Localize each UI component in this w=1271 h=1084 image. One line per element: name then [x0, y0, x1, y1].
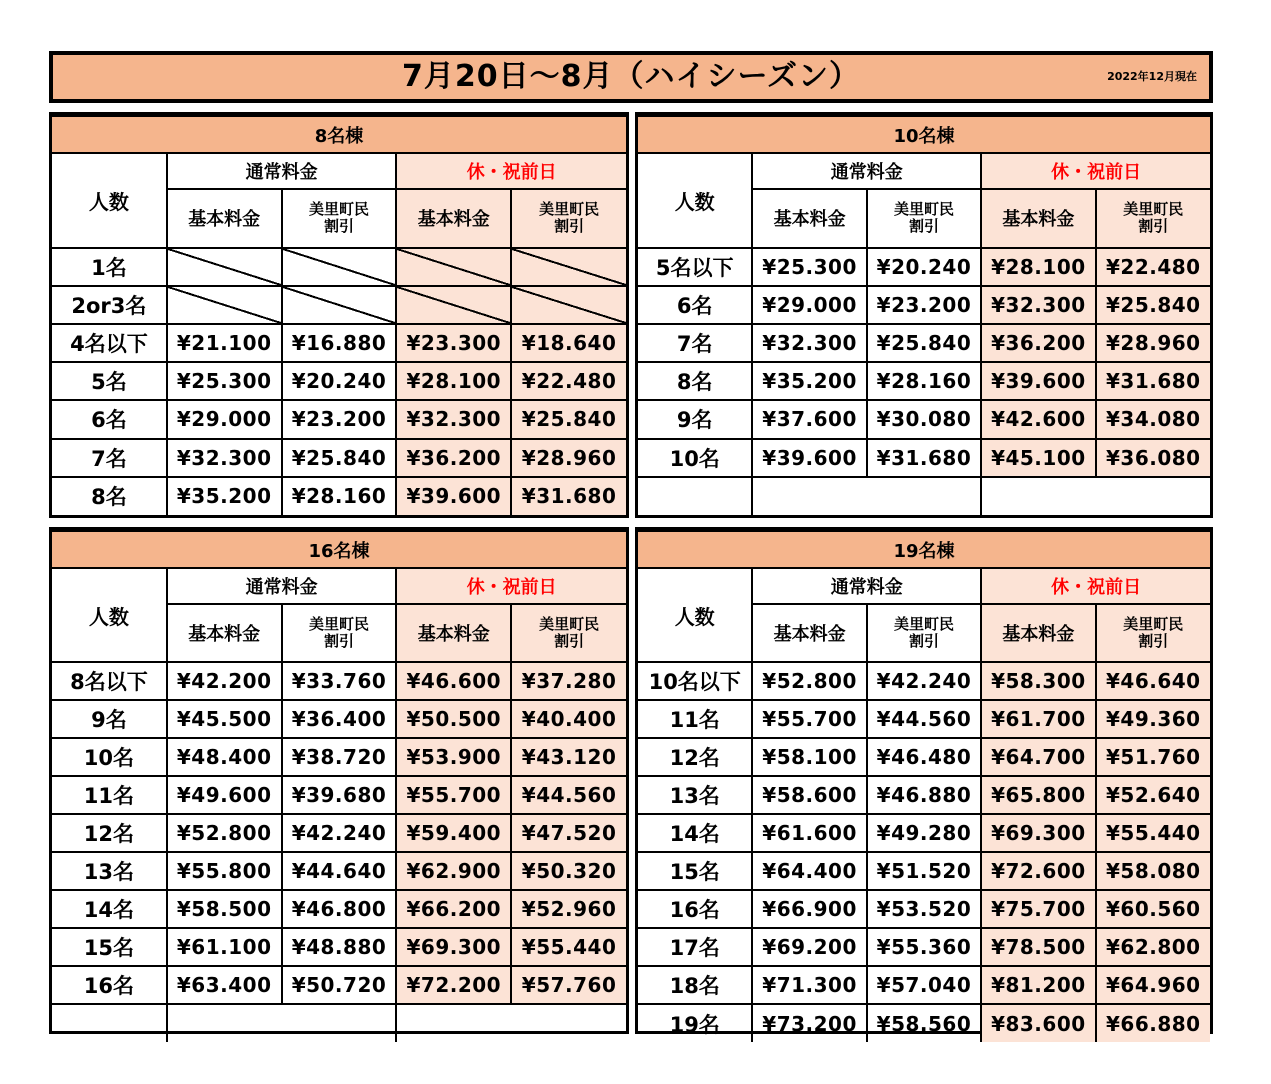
holiday-base-price: ¥75.700: [981, 890, 1095, 928]
table-row: [52, 890, 626, 928]
header-normal-discount: [282, 604, 397, 662]
normal-discount-price: ¥39.680: [282, 776, 397, 814]
table-row: [52, 814, 626, 852]
blank-cell: [638, 477, 752, 515]
normal-discount-price: ¥38.720: [282, 738, 397, 776]
table-row: [638, 966, 1210, 1004]
panel-19-person-cabin: [635, 527, 1213, 1037]
guest-count: 4名以下: [52, 324, 167, 362]
table-row: [52, 662, 626, 700]
holiday-base-price: ¥61.700: [981, 700, 1095, 738]
normal-discount-price: ¥16.880: [282, 324, 397, 362]
holiday-discount-price: ¥22.480: [1096, 248, 1210, 286]
holiday-discount-price: ¥43.120: [511, 738, 626, 776]
holiday-base-price: ¥69.300: [981, 814, 1095, 852]
normal-base-price: ¥58.600: [752, 776, 866, 814]
normal-discount-price: ¥53.520: [867, 890, 981, 928]
holiday-discount-price: ¥31.680: [511, 477, 626, 515]
table-row: [52, 248, 626, 286]
table-row: [52, 776, 626, 814]
table-row: [638, 852, 1210, 890]
blank-cell: [752, 477, 981, 515]
discount-label-line2: 割引: [323, 632, 354, 650]
guest-count: 15名: [638, 852, 752, 890]
rate-table: [52, 115, 626, 515]
guest-count: 2or3名: [52, 286, 167, 324]
guest-count: 6名: [52, 400, 167, 438]
holiday-discount-price: ¥55.440: [511, 928, 626, 966]
discount-label-line1: 美里町民: [308, 615, 369, 633]
normal-discount-price: ¥55.360: [867, 928, 981, 966]
guest-count: 13名: [638, 776, 752, 814]
holiday-discount-price: ¥66.880: [1096, 1004, 1210, 1042]
normal-discount-price: ¥58.560: [867, 1004, 981, 1042]
normal-base-price: ¥35.200: [167, 477, 282, 515]
guest-count: 5名以下: [638, 248, 752, 286]
guest-count: 8名: [638, 362, 752, 400]
normal-base-price: ¥32.300: [167, 439, 282, 477]
normal-discount-price: ¥20.240: [867, 248, 981, 286]
guest-count: 10名: [638, 439, 752, 477]
header-holiday-discount: [511, 189, 626, 247]
normal-discount-price: ¥49.280: [867, 814, 981, 852]
normal-discount-price: ¥42.240: [867, 662, 981, 700]
normal-base-price: ¥49.600: [167, 776, 282, 814]
normal-discount-price: ¥25.840: [867, 324, 981, 362]
normal-base-price: ¥29.000: [752, 286, 866, 324]
normal-discount-price: ¥42.240: [282, 814, 397, 852]
holiday-base-price: ¥69.300: [396, 928, 511, 966]
table-row: [638, 738, 1210, 776]
holiday-discount-price: ¥28.960: [1096, 324, 1210, 362]
normal-base-price: ¥73.200: [752, 1004, 866, 1042]
holiday-discount-price: ¥18.640: [511, 324, 626, 362]
table-row: [638, 928, 1210, 966]
rate-table: [638, 115, 1210, 515]
normal-base-price: ¥61.600: [752, 814, 866, 852]
holiday-base-price: [396, 286, 511, 324]
table-row: [638, 890, 1210, 928]
normal-discount-price: ¥46.880: [867, 776, 981, 814]
normal-base-price: ¥21.100: [167, 324, 282, 362]
normal-discount-price: ¥28.160: [282, 477, 397, 515]
holiday-base-price: ¥36.200: [396, 439, 511, 477]
holiday-discount-price: ¥57.760: [511, 966, 626, 1004]
page-banner: [49, 51, 1213, 103]
normal-base-price: ¥55.700: [752, 700, 866, 738]
header-holiday-rate: 休・祝前日: [396, 568, 626, 604]
normal-discount-price: ¥23.200: [282, 400, 397, 438]
table-row: [52, 362, 626, 400]
normal-base-price: ¥37.600: [752, 400, 866, 438]
normal-base-price: ¥25.300: [167, 362, 282, 400]
holiday-base-price: ¥28.100: [396, 362, 511, 400]
guest-count: 9名: [638, 400, 752, 438]
holiday-discount-price: [511, 248, 626, 286]
header-normal-base: 基本料金: [167, 189, 282, 247]
normal-discount-price: ¥20.240: [282, 362, 397, 400]
normal-base-price: ¥63.400: [167, 966, 282, 1004]
panel-8-person-cabin: [49, 112, 629, 518]
header-ninzu: 人数: [52, 153, 167, 247]
normal-discount-price: ¥23.200: [867, 286, 981, 324]
holiday-base-price: ¥28.100: [981, 248, 1095, 286]
header-holiday-rate: 休・祝前日: [981, 153, 1210, 189]
holiday-base-price: ¥72.200: [396, 966, 511, 1004]
normal-discount-price: ¥36.400: [282, 700, 397, 738]
header-holiday-base: 基本料金: [981, 604, 1095, 662]
normal-base-price: ¥66.900: [752, 890, 866, 928]
table-row: [52, 286, 626, 324]
normal-discount-price: ¥28.160: [867, 362, 981, 400]
normal-discount-price: ¥48.880: [282, 928, 397, 966]
header-normal-rate: 通常料金: [167, 153, 397, 189]
table-row: [638, 324, 1210, 362]
normal-discount-price: [282, 248, 397, 286]
holiday-discount-price: ¥51.760: [1096, 738, 1210, 776]
holiday-discount-price: ¥28.960: [511, 439, 626, 477]
holiday-discount-price: ¥40.400: [511, 700, 626, 738]
guest-count: 8名以下: [52, 662, 167, 700]
header-normal-rate: 通常料金: [752, 568, 981, 604]
discount-label-line1: 美里町民: [893, 615, 954, 633]
table-row: [52, 738, 626, 776]
table-row: [638, 439, 1210, 477]
holiday-discount-price: ¥52.640: [1096, 776, 1210, 814]
as-of-date: 2022年12月現在: [1107, 70, 1197, 83]
discount-label-line2: 割引: [1138, 632, 1169, 650]
discount-label-line2: 割引: [323, 217, 354, 236]
header-normal-base: 基本料金: [752, 189, 866, 247]
guest-count: 14名: [52, 890, 167, 928]
rate-table: [52, 530, 626, 1042]
header-normal-discount: [867, 604, 981, 662]
normal-base-price: ¥52.800: [752, 662, 866, 700]
holiday-base-price: [396, 248, 511, 286]
holiday-discount-price: ¥49.360: [1096, 700, 1210, 738]
panel-title: 8名棟: [52, 116, 626, 153]
header-normal-discount: [867, 189, 981, 247]
guest-count: 19名: [638, 1004, 752, 1042]
holiday-base-price: ¥32.300: [396, 400, 511, 438]
table-row: [638, 814, 1210, 852]
header-holiday-base: 基本料金: [396, 604, 511, 662]
holiday-discount-price: ¥46.640: [1096, 662, 1210, 700]
discount-label-line2: 割引: [554, 632, 585, 650]
table-row: [638, 400, 1210, 438]
normal-discount-price: [282, 286, 397, 324]
panel-10-person-cabin: [635, 112, 1213, 518]
holiday-base-price: ¥36.200: [981, 324, 1095, 362]
guest-count: 18名: [638, 966, 752, 1004]
guest-count: 7名: [638, 324, 752, 362]
guest-count: 8名: [52, 477, 167, 515]
rate-table: [638, 530, 1210, 1042]
blank-row: [638, 477, 1210, 515]
header-holiday-discount: [1096, 189, 1210, 247]
normal-base-price: ¥45.500: [167, 700, 282, 738]
discount-label-line1: 美里町民: [539, 200, 600, 219]
header-ninzu: 人数: [638, 153, 752, 247]
panel-title: 10名棟: [638, 116, 1210, 153]
guest-count: 14名: [638, 814, 752, 852]
normal-base-price: ¥58.500: [167, 890, 282, 928]
table-row: [52, 852, 626, 890]
holiday-base-price: ¥53.900: [396, 738, 511, 776]
normal-discount-price: ¥25.840: [282, 439, 397, 477]
guest-count: 13名: [52, 852, 167, 890]
normal-base-price: ¥29.000: [167, 400, 282, 438]
table-row: [638, 776, 1210, 814]
header-ninzu: 人数: [52, 568, 167, 662]
holiday-base-price: ¥50.500: [396, 700, 511, 738]
holiday-base-price: ¥32.300: [981, 286, 1095, 324]
header-holiday-discount: [511, 604, 626, 662]
table-row: [638, 362, 1210, 400]
discount-label-line1: 美里町民: [539, 615, 600, 633]
holiday-base-price: ¥39.600: [396, 477, 511, 515]
header-holiday-base: 基本料金: [981, 189, 1095, 247]
table-row: [52, 700, 626, 738]
guest-count: 12名: [52, 814, 167, 852]
holiday-base-price: ¥72.600: [981, 852, 1095, 890]
normal-base-price: ¥71.300: [752, 966, 866, 1004]
panel-title: 19名棟: [638, 531, 1210, 568]
holiday-base-price: ¥66.200: [396, 890, 511, 928]
normal-base-price: ¥39.600: [752, 439, 866, 477]
table-row: [638, 1004, 1210, 1042]
holiday-base-price: ¥81.200: [981, 966, 1095, 1004]
table-row: [638, 700, 1210, 738]
header-holiday-discount: [1096, 604, 1210, 662]
normal-discount-price: ¥50.720: [282, 966, 397, 1004]
guest-count: 11名: [638, 700, 752, 738]
blank-cell: [52, 1004, 167, 1042]
holiday-base-price: ¥59.400: [396, 814, 511, 852]
guest-count: 16名: [52, 966, 167, 1004]
holiday-discount-price: ¥64.960: [1096, 966, 1210, 1004]
guest-count: 5名: [52, 362, 167, 400]
holiday-base-price: ¥65.800: [981, 776, 1095, 814]
normal-discount-price: ¥44.560: [867, 700, 981, 738]
normal-discount-price: ¥33.760: [282, 662, 397, 700]
blank-cell: [981, 477, 1210, 515]
normal-base-price: ¥69.200: [752, 928, 866, 966]
holiday-discount-price: ¥22.480: [511, 362, 626, 400]
panel-title: 16名棟: [52, 531, 626, 568]
normal-base-price: ¥35.200: [752, 362, 866, 400]
holiday-base-price: ¥62.900: [396, 852, 511, 890]
panel-16-person-cabin: [49, 527, 629, 1034]
table-row: [638, 248, 1210, 286]
guest-count: 16名: [638, 890, 752, 928]
table-row: [52, 477, 626, 515]
holiday-discount-price: ¥47.520: [511, 814, 626, 852]
normal-base-price: ¥32.300: [752, 324, 866, 362]
holiday-discount-price: ¥44.560: [511, 776, 626, 814]
holiday-base-price: ¥55.700: [396, 776, 511, 814]
discount-label-line1: 美里町民: [1123, 615, 1184, 633]
normal-base-price: ¥52.800: [167, 814, 282, 852]
normal-base-price: ¥48.400: [167, 738, 282, 776]
header-holiday-rate: 休・祝前日: [981, 568, 1210, 604]
table-row: [52, 966, 626, 1004]
normal-discount-price: ¥31.680: [867, 439, 981, 477]
guest-count: 1名: [52, 248, 167, 286]
holiday-base-price: ¥42.600: [981, 400, 1095, 438]
holiday-base-price: ¥45.100: [981, 439, 1095, 477]
holiday-base-price: ¥23.300: [396, 324, 511, 362]
blank-cell: [396, 1004, 626, 1042]
normal-discount-price: ¥46.800: [282, 890, 397, 928]
holiday-discount-price: ¥36.080: [1096, 439, 1210, 477]
header-normal-base: 基本料金: [167, 604, 282, 662]
holiday-base-price: ¥78.500: [981, 928, 1095, 966]
guest-count: 6名: [638, 286, 752, 324]
guest-count: 9名: [52, 700, 167, 738]
guest-count: 12名: [638, 738, 752, 776]
table-row: [52, 400, 626, 438]
holiday-base-price: ¥46.600: [396, 662, 511, 700]
holiday-base-price: ¥83.600: [981, 1004, 1095, 1042]
discount-label-line1: 美里町民: [1123, 200, 1184, 219]
holiday-discount-price: ¥55.440: [1096, 814, 1210, 852]
blank-row: [52, 1004, 626, 1042]
normal-base-price: ¥64.400: [752, 852, 866, 890]
blank-cell: [167, 1004, 397, 1042]
normal-discount-price: ¥51.520: [867, 852, 981, 890]
discount-label-line2: 割引: [908, 217, 939, 236]
holiday-discount-price: [511, 286, 626, 324]
header-normal-rate: 通常料金: [752, 153, 981, 189]
normal-discount-price: ¥44.640: [282, 852, 397, 890]
holiday-discount-price: ¥62.800: [1096, 928, 1210, 966]
normal-discount-price: ¥57.040: [867, 966, 981, 1004]
header-normal-rate: 通常料金: [167, 568, 397, 604]
table-row: [52, 928, 626, 966]
table-row: [638, 286, 1210, 324]
discount-label-line2: 割引: [908, 632, 939, 650]
normal-discount-price: ¥30.080: [867, 400, 981, 438]
normal-base-price: ¥42.200: [167, 662, 282, 700]
holiday-base-price: ¥64.700: [981, 738, 1095, 776]
guest-count: 17名: [638, 928, 752, 966]
holiday-discount-price: ¥37.280: [511, 662, 626, 700]
discount-label-line2: 割引: [1138, 217, 1169, 236]
normal-base-price: ¥58.100: [752, 738, 866, 776]
holiday-discount-price: ¥34.080: [1096, 400, 1210, 438]
holiday-discount-price: ¥25.840: [511, 400, 626, 438]
guest-count: 10名以下: [638, 662, 752, 700]
normal-base-price: ¥55.800: [167, 852, 282, 890]
header-normal-discount: [282, 189, 397, 247]
normal-discount-price: ¥46.480: [867, 738, 981, 776]
page-title: 7月20日～8月（ハイシーズン）: [402, 59, 860, 94]
table-row: [52, 324, 626, 362]
holiday-discount-price: ¥60.560: [1096, 890, 1210, 928]
guest-count: 15名: [52, 928, 167, 966]
discount-label-line1: 美里町民: [893, 200, 954, 219]
header-holiday-rate: 休・祝前日: [396, 153, 626, 189]
table-row: [638, 662, 1210, 700]
normal-base-price: ¥61.100: [167, 928, 282, 966]
guest-count: 7名: [52, 439, 167, 477]
holiday-discount-price: ¥31.680: [1096, 362, 1210, 400]
discount-label-line1: 美里町民: [308, 200, 369, 219]
normal-base-price: [167, 248, 282, 286]
table-row: [52, 439, 626, 477]
normal-base-price: ¥25.300: [752, 248, 866, 286]
discount-label-line2: 割引: [554, 217, 585, 236]
guest-count: 11名: [52, 776, 167, 814]
holiday-discount-price: ¥58.080: [1096, 852, 1210, 890]
header-holiday-base: 基本料金: [396, 189, 511, 247]
holiday-base-price: ¥58.300: [981, 662, 1095, 700]
normal-base-price: [167, 286, 282, 324]
header-normal-base: 基本料金: [752, 604, 866, 662]
guest-count: 10名: [52, 738, 167, 776]
holiday-discount-price: ¥25.840: [1096, 286, 1210, 324]
holiday-discount-price: ¥50.320: [511, 852, 626, 890]
holiday-discount-price: ¥52.960: [511, 890, 626, 928]
header-ninzu: 人数: [638, 568, 752, 662]
holiday-base-price: ¥39.600: [981, 362, 1095, 400]
